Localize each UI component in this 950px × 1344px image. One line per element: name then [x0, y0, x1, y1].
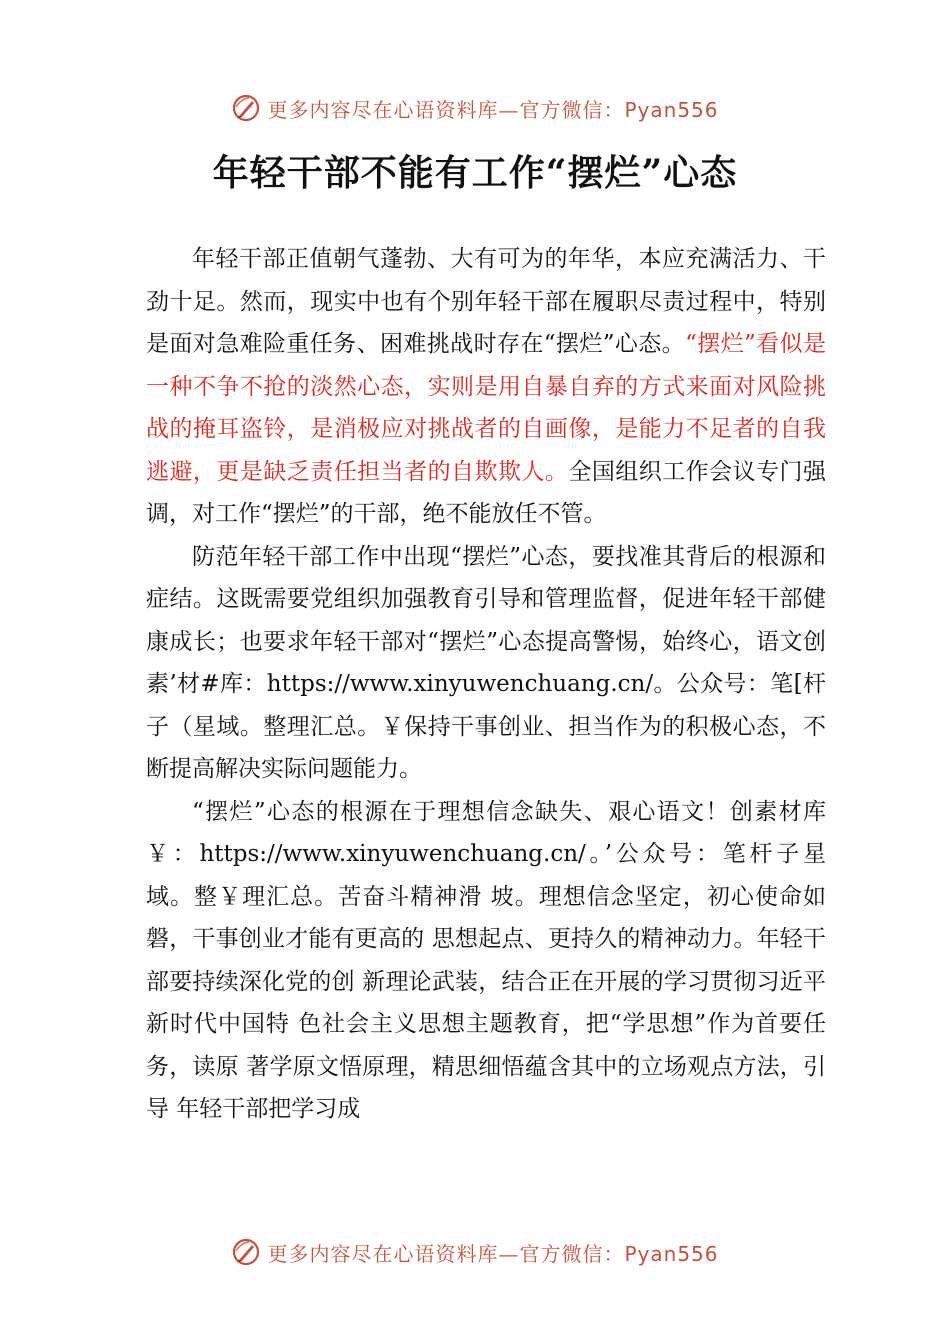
footer-banner [0, 1232, 950, 1272]
paragraph-1-part-b: 全国组织工作会议专门强调，对工作“摆烂”的干部，绝不能放任不管。 [146, 458, 827, 527]
document-title: 年轻干部不能有工作“摆烂”心态 [212, 152, 738, 194]
paragraph-2: 防范年轻干部工作中出现“摆烂”心态，要找准其背后的根源和症结。这既需要党组织加强教育引导和管理监督，促进年轻干部健康成长；也要求年轻干部对“摆烂”心态提高警惕，始终心，语文创素’材#库：https://www.xinyuwenchuang.cn/。公众号：笔[杆子（星域。整理汇总。￥保持干事创业、担当作为的积极心态，不断提高解决实际问题能力。 [146, 543, 826, 782]
document-body [146, 238, 826, 1131]
paragraph-1-highlight: “摆烂”看似是一种不争不抢的淡然心态，实则是用自暴自弃的方式来面对风险挑战的掩耳盗铃，是消极应对挑战者的自画像，是能力不足者的自我逃避，更是缺乏责任担当者的自欺欺人。 [146, 331, 826, 485]
banner-wechat-label: 官方微信： [519, 97, 625, 122]
banner-main-text: 更多内容尽在心语资料库 [267, 97, 499, 122]
pen-circle-logo-icon [231, 93, 261, 123]
header-banner [0, 88, 950, 128]
paragraph-3: “摆烂”心态的根源在于理想信念缺失、艰心语文！创素材库￥：https://www.xinyuwenchuang.cn/。’公众号：笔杆子星域。整￥理汇总。苦奋斗精神滑 坡。理想信念坚定，初心使命如磐，干事创业才能有更高的 思想起点、更持久的精神动力。年轻干部要持续深化党的创 新理论武装，结合正在开展的学习贯彻习近平新时代中国特 色社会主义思想主题教育，把“学思想”作为首要任务，读原 著学原文悟原理，精思细悟蕴含其中的立场观点方法，引导 年轻干部把学习成 [146, 798, 826, 1122]
banner-wechat-id: Pyan556 [624, 97, 719, 122]
pen-circle-logo-icon [231, 1237, 261, 1267]
banner-wechat-id: Pyan556 [624, 1241, 719, 1266]
paragraph-1-part-a: 年轻干部正值朝气蓬勃、大有可为的年华，本应充满活力、干劲十足。然而，现实中也有个别年轻干部在履职尽责过程中，特别是面对急难险重任务、困难挑战时存在“摆烂”心态。 [146, 246, 826, 357]
banner-separator: — [498, 1241, 520, 1266]
banner-main-text: 更多内容尽在心语资料库 [267, 1241, 499, 1266]
banner-text [267, 94, 718, 123]
paragraph-1 [146, 238, 826, 536]
banner-separator: — [498, 97, 520, 122]
banner-text [267, 1238, 718, 1267]
banner-wechat-label: 官方微信： [519, 1241, 625, 1266]
